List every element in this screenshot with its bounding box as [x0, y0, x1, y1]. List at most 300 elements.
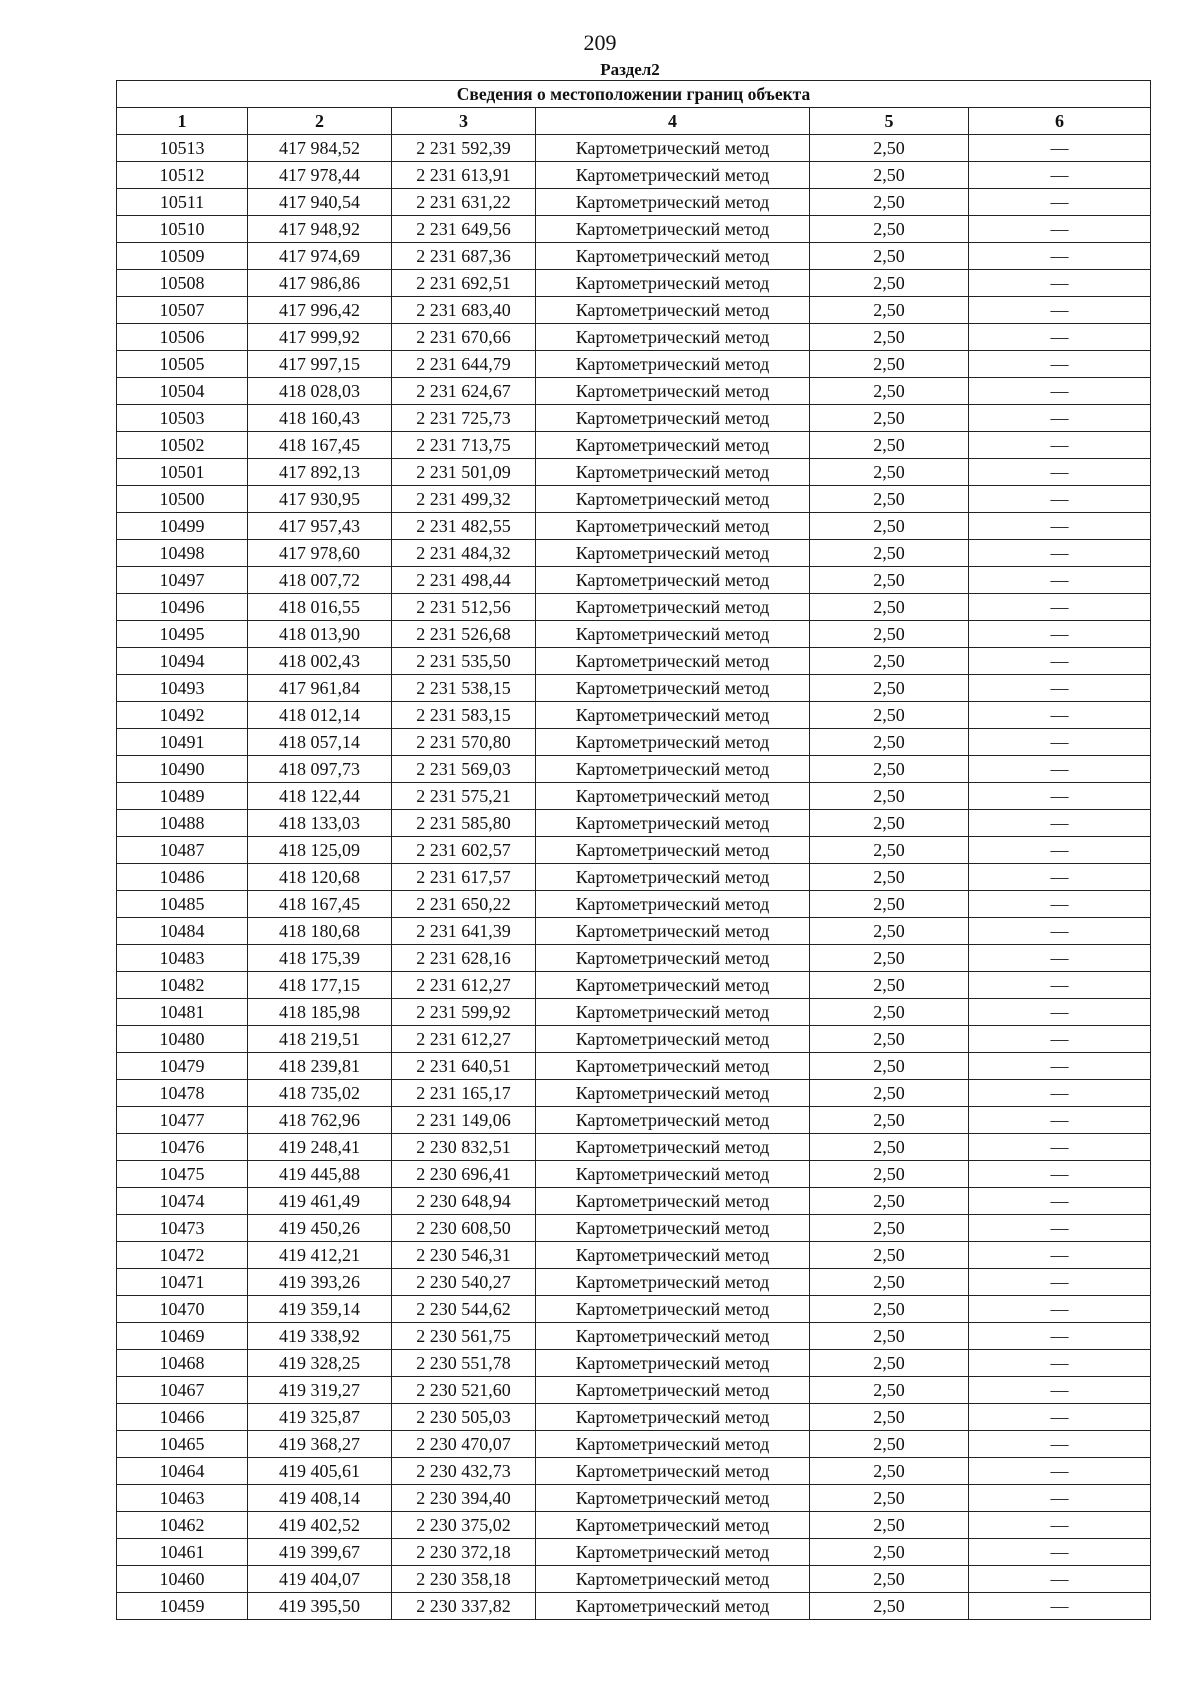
method-cell: Картометрический метод [536, 1053, 810, 1080]
y-coordinate-cell: 2 231 501,09 [392, 459, 536, 486]
note-cell: — [969, 567, 1151, 594]
y-coordinate-cell: 2 230 546,31 [392, 1242, 536, 1269]
accuracy-cell: 2,50 [810, 1593, 969, 1620]
x-coordinate-cell: 418 177,15 [248, 972, 392, 999]
column-number: 2 [248, 108, 392, 135]
method-cell: Картометрический метод [536, 1107, 810, 1134]
accuracy-cell: 2,50 [810, 513, 969, 540]
x-coordinate-cell: 417 940,54 [248, 189, 392, 216]
x-coordinate-cell: 419 445,88 [248, 1161, 392, 1188]
y-coordinate-cell: 2 231 725,73 [392, 405, 536, 432]
note-cell: — [969, 162, 1151, 189]
accuracy-cell: 2,50 [810, 1134, 969, 1161]
x-coordinate-cell: 418 180,68 [248, 918, 392, 945]
note-cell: — [969, 1053, 1151, 1080]
method-cell: Картометрический метод [536, 864, 810, 891]
note-cell: — [969, 1215, 1151, 1242]
method-cell: Картометрический метод [536, 1026, 810, 1053]
note-cell: — [969, 918, 1151, 945]
note-cell: — [969, 1539, 1151, 1566]
table-row [117, 1215, 1151, 1242]
note-cell: — [969, 1323, 1151, 1350]
method-cell: Картометрический метод [536, 513, 810, 540]
point-number-cell: 10511 [117, 189, 248, 216]
x-coordinate-cell: 418 167,45 [248, 432, 392, 459]
column-number: 1 [117, 108, 248, 135]
note-cell: — [969, 783, 1151, 810]
note-cell: — [969, 189, 1151, 216]
point-number-cell: 10487 [117, 837, 248, 864]
table-row [117, 837, 1151, 864]
method-cell: Картометрический метод [536, 486, 810, 513]
method-cell: Картометрический метод [536, 810, 810, 837]
accuracy-cell: 2,50 [810, 297, 969, 324]
x-coordinate-cell: 418 120,68 [248, 864, 392, 891]
x-coordinate-cell: 417 984,52 [248, 135, 392, 162]
y-coordinate-cell: 2 231 649,56 [392, 216, 536, 243]
method-cell: Картометрический метод [536, 891, 810, 918]
x-coordinate-cell: 419 404,07 [248, 1566, 392, 1593]
method-cell: Картометрический метод [536, 243, 810, 270]
point-number-cell: 10469 [117, 1323, 248, 1350]
accuracy-cell: 2,50 [810, 459, 969, 486]
y-coordinate-cell: 2 231 644,79 [392, 351, 536, 378]
method-cell: Картометрический метод [536, 1485, 810, 1512]
y-coordinate-cell: 2 231 613,91 [392, 162, 536, 189]
accuracy-cell: 2,50 [810, 594, 969, 621]
x-coordinate-cell: 417 957,43 [248, 513, 392, 540]
y-coordinate-cell: 2 231 575,21 [392, 783, 536, 810]
table-row [117, 783, 1151, 810]
x-coordinate-cell: 418 125,09 [248, 837, 392, 864]
accuracy-cell: 2,50 [810, 837, 969, 864]
accuracy-cell: 2,50 [810, 405, 969, 432]
accuracy-cell: 2,50 [810, 648, 969, 675]
method-cell: Картометрический метод [536, 351, 810, 378]
point-number-cell: 10499 [117, 513, 248, 540]
x-coordinate-cell: 419 408,14 [248, 1485, 392, 1512]
x-coordinate-cell: 419 325,87 [248, 1404, 392, 1431]
point-number-cell: 10502 [117, 432, 248, 459]
note-cell: — [969, 1107, 1151, 1134]
x-coordinate-cell: 417 978,60 [248, 540, 392, 567]
x-coordinate-cell: 418 016,55 [248, 594, 392, 621]
y-coordinate-cell: 2 231 683,40 [392, 297, 536, 324]
accuracy-cell: 2,50 [810, 378, 969, 405]
note-cell: — [969, 216, 1151, 243]
x-coordinate-cell: 417 930,95 [248, 486, 392, 513]
table-row [117, 486, 1151, 513]
x-coordinate-cell: 417 974,69 [248, 243, 392, 270]
note-cell: — [969, 1512, 1151, 1539]
y-coordinate-cell: 2 230 521,60 [392, 1377, 536, 1404]
method-cell: Картометрический метод [536, 918, 810, 945]
method-cell: Картометрический метод [536, 621, 810, 648]
point-number-cell: 10494 [117, 648, 248, 675]
method-cell: Картометрический метод [536, 405, 810, 432]
note-cell: — [969, 513, 1151, 540]
method-cell: Картометрический метод [536, 1188, 810, 1215]
point-number-cell: 10475 [117, 1161, 248, 1188]
table-row [117, 243, 1151, 270]
accuracy-cell: 2,50 [810, 1269, 969, 1296]
accuracy-cell: 2,50 [810, 1188, 969, 1215]
point-number-cell: 10473 [117, 1215, 248, 1242]
point-number-cell: 10486 [117, 864, 248, 891]
accuracy-cell: 2,50 [810, 972, 969, 999]
method-cell: Картометрический метод [536, 459, 810, 486]
x-coordinate-cell: 417 997,15 [248, 351, 392, 378]
point-number-cell: 10479 [117, 1053, 248, 1080]
point-number-cell: 10508 [117, 270, 248, 297]
accuracy-cell: 2,50 [810, 621, 969, 648]
accuracy-cell: 2,50 [810, 1404, 969, 1431]
table-row [117, 540, 1151, 567]
x-coordinate-cell: 418 007,72 [248, 567, 392, 594]
column-number: 4 [536, 108, 810, 135]
note-cell: — [969, 648, 1151, 675]
x-coordinate-cell: 419 338,92 [248, 1323, 392, 1350]
y-coordinate-cell: 2 231 612,27 [392, 1026, 536, 1053]
accuracy-cell: 2,50 [810, 1539, 969, 1566]
note-cell: — [969, 1458, 1151, 1485]
table-caption: Сведения о местоположении границ объекта [117, 81, 1151, 108]
x-coordinate-cell: 417 948,92 [248, 216, 392, 243]
x-coordinate-cell: 417 978,44 [248, 162, 392, 189]
accuracy-cell: 2,50 [810, 135, 969, 162]
method-cell: Картометрический метод [536, 432, 810, 459]
method-cell: Картометрический метод [536, 1134, 810, 1161]
point-number-cell: 10505 [117, 351, 248, 378]
y-coordinate-cell: 2 231 624,67 [392, 378, 536, 405]
method-cell: Картометрический метод [536, 1458, 810, 1485]
accuracy-cell: 2,50 [810, 1161, 969, 1188]
y-coordinate-cell: 2 230 505,03 [392, 1404, 536, 1431]
note-cell: — [969, 1566, 1151, 1593]
method-cell: Картометрический метод [536, 1242, 810, 1269]
accuracy-cell: 2,50 [810, 270, 969, 297]
note-cell: — [969, 702, 1151, 729]
point-number-cell: 10488 [117, 810, 248, 837]
accuracy-cell: 2,50 [810, 162, 969, 189]
table-row [117, 864, 1151, 891]
x-coordinate-cell: 419 319,27 [248, 1377, 392, 1404]
x-coordinate-cell: 418 735,02 [248, 1080, 392, 1107]
table-row [117, 1296, 1151, 1323]
table-row [117, 1161, 1151, 1188]
accuracy-cell: 2,50 [810, 1350, 969, 1377]
x-coordinate-cell: 418 028,03 [248, 378, 392, 405]
y-coordinate-cell: 2 231 482,55 [392, 513, 536, 540]
method-cell: Картометрический метод [536, 945, 810, 972]
note-cell: — [969, 378, 1151, 405]
accuracy-cell: 2,50 [810, 810, 969, 837]
y-coordinate-cell: 2 230 544,62 [392, 1296, 536, 1323]
y-coordinate-cell: 2 230 608,50 [392, 1215, 536, 1242]
table-row [117, 1512, 1151, 1539]
note-cell: — [969, 1296, 1151, 1323]
y-coordinate-cell: 2 230 696,41 [392, 1161, 536, 1188]
note-cell: — [969, 405, 1151, 432]
y-coordinate-cell: 2 230 648,94 [392, 1188, 536, 1215]
point-number-cell: 10485 [117, 891, 248, 918]
x-coordinate-cell: 419 405,61 [248, 1458, 392, 1485]
method-cell: Картометрический метод [536, 189, 810, 216]
accuracy-cell: 2,50 [810, 432, 969, 459]
point-number-cell: 10482 [117, 972, 248, 999]
y-coordinate-cell: 2 231 535,50 [392, 648, 536, 675]
point-number-cell: 10463 [117, 1485, 248, 1512]
x-coordinate-cell: 418 219,51 [248, 1026, 392, 1053]
accuracy-cell: 2,50 [810, 216, 969, 243]
point-number-cell: 10509 [117, 243, 248, 270]
point-number-cell: 10462 [117, 1512, 248, 1539]
x-coordinate-cell: 418 097,73 [248, 756, 392, 783]
method-cell: Картометрический метод [536, 783, 810, 810]
table-row [117, 891, 1151, 918]
x-coordinate-cell: 417 961,84 [248, 675, 392, 702]
y-coordinate-cell: 2 231 512,56 [392, 594, 536, 621]
point-number-cell: 10513 [117, 135, 248, 162]
accuracy-cell: 2,50 [810, 1080, 969, 1107]
accuracy-cell: 2,50 [810, 540, 969, 567]
method-cell: Картометрический метод [536, 324, 810, 351]
table-row [117, 297, 1151, 324]
x-coordinate-cell: 419 395,50 [248, 1593, 392, 1620]
method-cell: Картометрический метод [536, 270, 810, 297]
note-cell: — [969, 810, 1151, 837]
point-number-cell: 10493 [117, 675, 248, 702]
accuracy-cell: 2,50 [810, 756, 969, 783]
method-cell: Картометрический метод [536, 675, 810, 702]
table-row [117, 1458, 1151, 1485]
table-row [117, 945, 1151, 972]
note-cell: — [969, 1080, 1151, 1107]
note-cell: — [969, 1269, 1151, 1296]
method-cell: Картометрический метод [536, 378, 810, 405]
y-coordinate-cell: 2 231 602,57 [392, 837, 536, 864]
accuracy-cell: 2,50 [810, 1512, 969, 1539]
y-coordinate-cell: 2 231 612,27 [392, 972, 536, 999]
method-cell: Картометрический метод [536, 1269, 810, 1296]
note-cell: — [969, 1242, 1151, 1269]
note-cell: — [969, 1593, 1151, 1620]
y-coordinate-cell: 2 231 484,32 [392, 540, 536, 567]
point-number-cell: 10501 [117, 459, 248, 486]
x-coordinate-cell: 418 175,39 [248, 945, 392, 972]
table-body [117, 135, 1151, 1620]
note-cell: — [969, 945, 1151, 972]
point-number-cell: 10504 [117, 378, 248, 405]
table-row [117, 1026, 1151, 1053]
note-cell: — [969, 1377, 1151, 1404]
x-coordinate-cell: 419 248,41 [248, 1134, 392, 1161]
y-coordinate-cell: 2 231 599,92 [392, 999, 536, 1026]
note-cell: — [969, 135, 1151, 162]
point-number-cell: 10471 [117, 1269, 248, 1296]
method-cell: Картометрический метод [536, 1512, 810, 1539]
y-coordinate-cell: 2 230 432,73 [392, 1458, 536, 1485]
note-cell: — [969, 1026, 1151, 1053]
point-number-cell: 10506 [117, 324, 248, 351]
table-row [117, 162, 1151, 189]
table-row [117, 1377, 1151, 1404]
note-cell: — [969, 324, 1151, 351]
method-cell: Картометрический метод [536, 999, 810, 1026]
note-cell: — [969, 864, 1151, 891]
table-row [117, 1080, 1151, 1107]
point-number-cell: 10467 [117, 1377, 248, 1404]
x-coordinate-cell: 418 002,43 [248, 648, 392, 675]
table-row [117, 1134, 1151, 1161]
y-coordinate-cell: 2 230 540,27 [392, 1269, 536, 1296]
column-number: 6 [969, 108, 1151, 135]
table-row [117, 999, 1151, 1026]
column-number: 3 [392, 108, 536, 135]
method-cell: Картометрический метод [536, 1323, 810, 1350]
y-coordinate-cell: 2 231 569,03 [392, 756, 536, 783]
point-number-cell: 10478 [117, 1080, 248, 1107]
note-cell: — [969, 999, 1151, 1026]
table-row [117, 1350, 1151, 1377]
x-coordinate-cell: 419 450,26 [248, 1215, 392, 1242]
table-row [117, 729, 1151, 756]
x-coordinate-cell: 419 399,67 [248, 1539, 392, 1566]
point-number-cell: 10484 [117, 918, 248, 945]
table-row [117, 1485, 1151, 1512]
method-cell: Картометрический метод [536, 1539, 810, 1566]
point-number-cell: 10483 [117, 945, 248, 972]
x-coordinate-cell: 417 986,86 [248, 270, 392, 297]
method-cell: Картометрический метод [536, 540, 810, 567]
table-row [117, 810, 1151, 837]
method-cell: Картометрический метод [536, 216, 810, 243]
table-row [117, 756, 1151, 783]
table-row [117, 1188, 1151, 1215]
point-number-cell: 10468 [117, 1350, 248, 1377]
table-row [117, 351, 1151, 378]
table-row [117, 1053, 1151, 1080]
y-coordinate-cell: 2 230 375,02 [392, 1512, 536, 1539]
y-coordinate-cell: 2 231 713,75 [392, 432, 536, 459]
method-cell: Картометрический метод [536, 1296, 810, 1323]
point-number-cell: 10491 [117, 729, 248, 756]
accuracy-cell: 2,50 [810, 864, 969, 891]
point-number-cell: 10472 [117, 1242, 248, 1269]
accuracy-cell: 2,50 [810, 1296, 969, 1323]
table-row [117, 1269, 1151, 1296]
y-coordinate-cell: 2 231 670,66 [392, 324, 536, 351]
x-coordinate-cell: 418 133,03 [248, 810, 392, 837]
point-number-cell: 10496 [117, 594, 248, 621]
accuracy-cell: 2,50 [810, 567, 969, 594]
x-coordinate-cell: 419 393,26 [248, 1269, 392, 1296]
accuracy-cell: 2,50 [810, 1053, 969, 1080]
note-cell: — [969, 351, 1151, 378]
accuracy-cell: 2,50 [810, 675, 969, 702]
y-coordinate-cell: 2 231 692,51 [392, 270, 536, 297]
method-cell: Картометрический метод [536, 837, 810, 864]
section-title: Раздел2 [600, 60, 660, 79]
note-cell: — [969, 540, 1151, 567]
y-coordinate-cell: 2 230 551,78 [392, 1350, 536, 1377]
method-cell: Картометрический метод [536, 1593, 810, 1620]
note-cell: — [969, 432, 1151, 459]
x-coordinate-cell: 418 122,44 [248, 783, 392, 810]
accuracy-cell: 2,50 [810, 1485, 969, 1512]
table-row [117, 1593, 1151, 1620]
point-number-cell: 10497 [117, 567, 248, 594]
x-coordinate-cell: 418 013,90 [248, 621, 392, 648]
table-row [117, 189, 1151, 216]
method-cell: Картометрический метод [536, 162, 810, 189]
table-row [117, 459, 1151, 486]
y-coordinate-cell: 2 231 538,15 [392, 675, 536, 702]
y-coordinate-cell: 2 231 526,68 [392, 621, 536, 648]
point-number-cell: 10466 [117, 1404, 248, 1431]
note-cell: — [969, 972, 1151, 999]
accuracy-cell: 2,50 [810, 1458, 969, 1485]
y-coordinate-cell: 2 230 470,07 [392, 1431, 536, 1458]
table-row [117, 513, 1151, 540]
point-number-cell: 10464 [117, 1458, 248, 1485]
table-row [117, 675, 1151, 702]
y-coordinate-cell: 2 231 585,80 [392, 810, 536, 837]
method-cell: Картометрический метод [536, 135, 810, 162]
method-cell: Картометрический метод [536, 297, 810, 324]
y-coordinate-cell: 2 231 617,57 [392, 864, 536, 891]
table-row [117, 648, 1151, 675]
column-number-row [117, 108, 1151, 135]
table-row [117, 702, 1151, 729]
note-cell: — [969, 1134, 1151, 1161]
accuracy-cell: 2,50 [810, 1215, 969, 1242]
accuracy-cell: 2,50 [810, 945, 969, 972]
y-coordinate-cell: 2 230 358,18 [392, 1566, 536, 1593]
table-row [117, 432, 1151, 459]
note-cell: — [969, 891, 1151, 918]
y-coordinate-cell: 2 230 337,82 [392, 1593, 536, 1620]
table-caption-row [117, 81, 1151, 108]
method-cell: Картометрический метод [536, 972, 810, 999]
point-number-cell: 10481 [117, 999, 248, 1026]
accuracy-cell: 2,50 [810, 243, 969, 270]
method-cell: Картометрический метод [536, 1431, 810, 1458]
y-coordinate-cell: 2 231 165,17 [392, 1080, 536, 1107]
y-coordinate-cell: 2 231 570,80 [392, 729, 536, 756]
table-row [117, 567, 1151, 594]
note-cell: — [969, 270, 1151, 297]
accuracy-cell: 2,50 [810, 999, 969, 1026]
point-number-cell: 10490 [117, 756, 248, 783]
point-number-cell: 10500 [117, 486, 248, 513]
boundary-coordinates-table [116, 80, 1151, 1620]
point-number-cell: 10480 [117, 1026, 248, 1053]
accuracy-cell: 2,50 [810, 189, 969, 216]
accuracy-cell: 2,50 [810, 1323, 969, 1350]
accuracy-cell: 2,50 [810, 702, 969, 729]
x-coordinate-cell: 419 402,52 [248, 1512, 392, 1539]
y-coordinate-cell: 2 231 650,22 [392, 891, 536, 918]
method-cell: Картометрический метод [536, 567, 810, 594]
x-coordinate-cell: 419 412,21 [248, 1242, 392, 1269]
note-cell: — [969, 243, 1151, 270]
accuracy-cell: 2,50 [810, 729, 969, 756]
note-cell: — [969, 459, 1151, 486]
accuracy-cell: 2,50 [810, 891, 969, 918]
table-row [117, 216, 1151, 243]
method-cell: Картометрический метод [536, 1377, 810, 1404]
